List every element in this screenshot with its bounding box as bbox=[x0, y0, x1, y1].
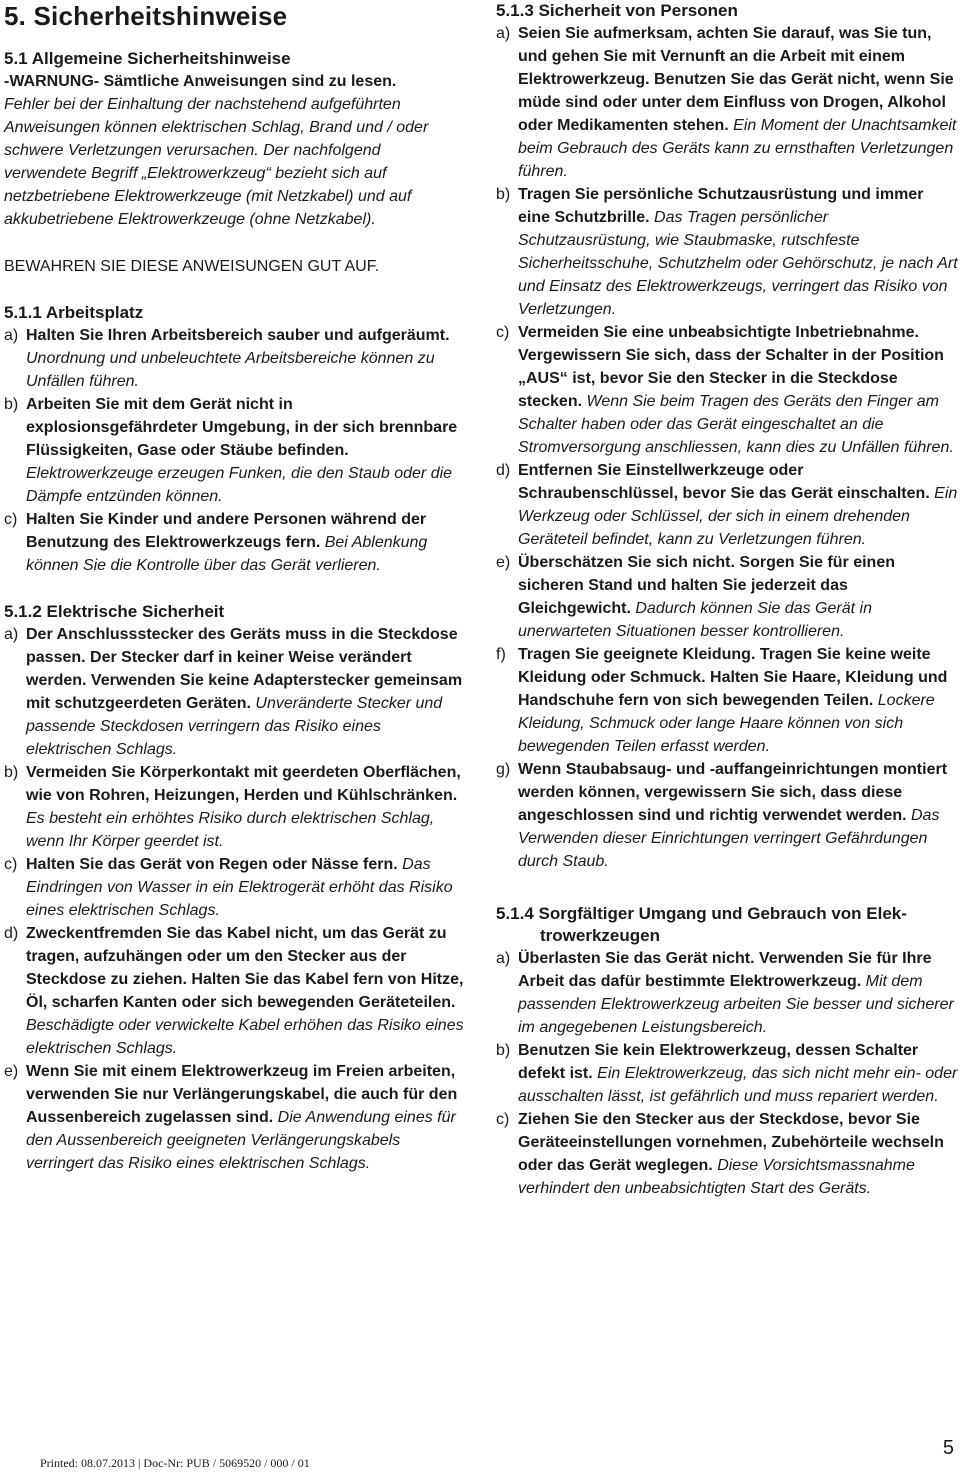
list-item: b) Arbeiten Sie mit dem Gerät nicht in explosionsgefährdeter Umgebung, in der sich brennbare Flüssigkeiten, Gase oder Stäube befinden. Elektrowerkzeuge erzeugen Funken, die den Staub oder die Dämpfe entzünden können. bbox=[4, 396, 458, 505]
section-5-1-heading: 5.1 Allgemeine Sicherheitshinweise bbox=[4, 49, 291, 68]
left-column bbox=[4, 0, 466, 1175]
list-item: c) Halten Sie das Gerät von Regen oder Nässe fern. Das Eindringen von Wasser in ein Elektrogerät erhöht das Risiko eines elektrischen Schlags. bbox=[4, 856, 453, 919]
list-item: d) Entfernen Sie Einstellwerkzeuge oder Schraubenschlüssel, bevor Sie das Gerät einschalten. Ein Werkzeug oder Schlüssel, der sich in einem drehenden Geräteteil befindet, kann zu Verletzungen führen. bbox=[496, 462, 958, 548]
list-item: b) Vermeiden Sie Körperkontakt mit geerdeten Oberflächen, wie von Rohren, Heizungen, Herden und Kühlschränken. Es besteht ein erhöhtes Risiko durch elektrischen Schlag, wenn Ihr Körper geerdet ist. bbox=[4, 764, 461, 850]
page-number: 5 bbox=[942, 1437, 954, 1459]
section-5-1-4-list bbox=[496, 947, 958, 1200]
section-5-1-3-list bbox=[496, 22, 958, 873]
list-item: c) Halten Sie Kinder und andere Personen während der Benutzung des Elektrowerkzeugs fern. Bei Ablenkung können Sie die Kontrolle über das Gerät verlieren. bbox=[4, 511, 428, 574]
list-item: c) Vermeiden Sie eine unbeabsichtigte Inbetriebnahme. Vergewissern Sie sich, dass der Schalter in der Position „AUS“ ist, bevor Sie den Stecker in die Steckdose stecken. Wenn Sie beim Tragen des Geräts den Finger am Schalter haben oder das Gerät eingeschaltet an die Stromversorgung anschliessen, kann dies zu Unfällen führen. bbox=[496, 324, 954, 456]
section-5-1-1-list bbox=[4, 324, 466, 577]
warning-lead: -WARNUNG- Sämtliche Anweisungen sind zu lesen. bbox=[4, 73, 397, 90]
list-item: c) Ziehen Sie den Stecker aus der Steckdose, bevor Sie Geräteeinstellungen vornehmen, Zubehörteile wechseln oder das Gerät weglegen. Diese Vorsichtsmassnahme verhindert den unbeabsichtigten Start des Geräts. bbox=[496, 1111, 944, 1197]
list-item: a) Überlasten Sie das Gerät nicht. Verwenden Sie für Ihre Arbeit das dafür bestimmte Elektrowerkzeug. Mit dem passenden Elektrowerkzeug arbeiten Sie besser und sicherer im angegebenen Leistungsbereich. bbox=[496, 950, 954, 1036]
list-item: e) Wenn Sie mit einem Elektrowerkzeug im Freien arbeiten, verwenden Sie nur Verlängerungskabel, die auch für den Aussenbereich zugelassen sind. Die Anwendung eines für den Aussenbereich geeigneten Verlängerungskabels verringert das Risiko eines elektrischen Schlags. bbox=[4, 1063, 458, 1172]
section-5-1-4-heading: 5.1.4 Sorgfältiger Umgang und Gebrauch von Elek- trowerkzeugen bbox=[496, 904, 907, 945]
section-5-1-2-list bbox=[4, 623, 466, 1175]
list-item: b) Benutzen Sie kein Elektrowerkzeug, dessen Schalter defekt ist. Ein Elektrowerkzeug, das sich nicht mehr ein- oder ausschalten lässt, ist gefährlich und muss repariert werden. bbox=[496, 1042, 958, 1105]
right-column bbox=[496, 0, 958, 1200]
keep-instructions: BEWAHREN SIE DIESE ANWEISUNGEN GUT AUF. bbox=[4, 258, 380, 275]
print-footer: Printed: 08.07.2013 | Doc-Nr: PUB / 5069520 / 000 / 01 bbox=[40, 1456, 310, 1470]
warning-body: Fehler bei der Einhaltung der nachstehend aufgeführten Anweisungen können elektrischen Schlag, Brand und / oder schwere Verletzungen verursachen. Der nachfolgend verwendete Begriff „Elektrowerkzeug“ bezieht sich auf netzbetriebene Elektrowerkzeuge (mit Netzkabel) und auf akkubetriebene Elektrowerkzeuge (ohne Netzkabel). bbox=[4, 96, 429, 228]
section-5-1-3-heading: 5.1.3 Sicherheit von Personen bbox=[496, 1, 738, 20]
list-item: f) Tragen Sie geeignete Kleidung. Tragen Sie keine weite Kleidung oder Schmuck. Halten Sie Haare, Kleidung und Handschuhe fern von sich bewegenden Teilen. Lockere Kleidung, Schmuck oder lange Haare können von sich bewegenden Teilen erfasst werden. bbox=[496, 646, 948, 755]
list-item: b) Tragen Sie persönliche Schutzausrüstung und immer eine Schutzbrille. Das Tragen persönlicher Schutzausrüstung, wie Staubmaske, rutschfeste Sicherheitsschuhe, Schutzhelm oder Gehörschutz, je nach Art und Einsatz des Elektrowerkzeugs, verringert das Risiko von Verletzungen. bbox=[496, 186, 958, 318]
list-item: a) Der Anschlussstecker des Geräts muss in die Steckdose passen. Der Stecker darf in keiner Weise verändert werden. Verwenden Sie keine Adapterstecker gemeinsam mit schutzgeerdeten Geräten. Unveränderte Stecker und passende Steckdosen verringern das Risiko eines elektrischen Schlags. bbox=[4, 626, 463, 758]
list-item: d) Zweckentfremden Sie das Kabel nicht, um das Gerät zu tragen, aufzuhängen oder um den Stecker aus der Steckdose zu ziehen. Halten Sie das Kabel fern von Hitze, Öl, scharfen Kanten oder sich bewegenden Geräteteilen. Beschädigte oder verwickelte Kabel erhöhen das Risiko eines elektrischen Schlags. bbox=[4, 925, 464, 1057]
section-5-1-1-heading: 5.1.1 Arbeitsplatz bbox=[4, 303, 144, 322]
page-title: 5. Sicherheitshinweise bbox=[4, 1, 288, 31]
list-item: a) Seien Sie aufmerksam, achten Sie darauf, was Sie tun, und gehen Sie mit Vernunft an die Arbeit mit einem Elektrowerkzeug. Benutzen Sie das Gerät nicht, wenn Sie müde sind oder unter dem Einfluss von Drogen, Alkohol oder Medikamenten stehen. Ein Moment der Unachtsamkeit beim Gebrauch des Geräts kann zu ernsthaften Verletzungen führen. bbox=[496, 25, 957, 180]
section-5-1-2-heading: 5.1.2 Elektrische Sicherheit bbox=[4, 602, 225, 621]
list-item: e) Überschätzen Sie sich nicht. Sorgen Sie für einen sicheren Stand und halten Sie jederzeit das Gleichgewicht. Dadurch können Sie das Gerät in unerwarteten Situationen besser kontrollieren. bbox=[496, 554, 895, 640]
list-item: g) Wenn Staubabsaug- und -auffangeinrichtungen montiert werden können, vergewissern Sie sich, dass diese angeschlossen sind und richtig verwendet werden. Das Verwenden dieser Einrichtungen verringert Gefährdungen durch Staub. bbox=[496, 761, 948, 870]
list-item: a) Halten Sie Ihren Arbeitsbereich sauber und aufgeräumt. Unordnung und unbeleuchtete Arbeitsbereiche können zu Unfällen führen. bbox=[4, 327, 450, 390]
